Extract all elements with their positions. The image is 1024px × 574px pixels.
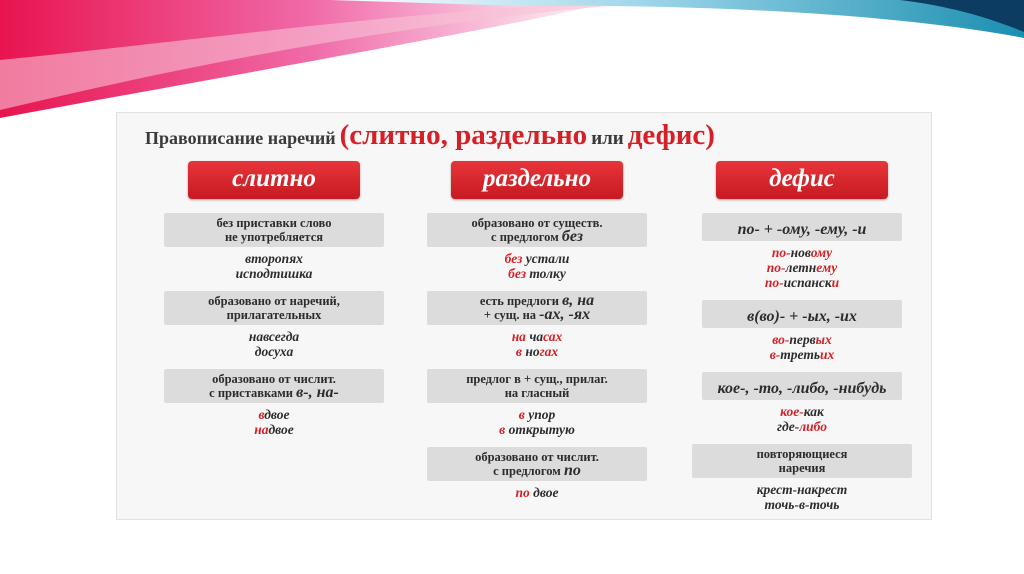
examples: крест-накрест точь-в-точь (756, 482, 848, 512)
column-defis (687, 161, 917, 512)
column-slitno (159, 161, 389, 437)
examples: без устали без толку (504, 251, 570, 281)
examples: по-новому по-летнему по-испански (764, 245, 840, 290)
rule-box: повторяющиеся наречия (692, 444, 912, 478)
rule-box: предлог в + сущ., прилаг. на гласный (427, 369, 647, 403)
rule-box: образовано от наречий, прилагательных (164, 291, 384, 325)
examples: второпях исподтишка (235, 251, 313, 281)
rule-box: образовано от существ. с предлогом без (427, 213, 647, 247)
tab-razdelno: раздельно (451, 161, 623, 199)
tab-slitno: слитно (188, 161, 360, 199)
rule-box: образовано от числит. с предлогом по (427, 447, 647, 481)
examples: на часах в ногах (511, 329, 563, 359)
rule-box: без приставки слово не употребляется (164, 213, 384, 247)
rule-box: образовано от числит. с приставками в-, на- (164, 369, 384, 403)
examples: во-первых в-третьих (769, 332, 835, 362)
page-title: Правописание наречий (слитно, раздельно или дефис) (145, 119, 715, 151)
rule-box: есть предлоги в, на + сущ. на -ах, -ях (427, 291, 647, 325)
examples: навсегда досуха (248, 329, 300, 359)
formula-box: в(во)- + -ых, -их (702, 300, 902, 328)
decorative-swoosh (0, 0, 1024, 130)
column-razdelno (422, 161, 652, 500)
examples: в упор в открытую (499, 407, 575, 437)
formula-box: кое-, -то, -либо, -нибудь (702, 372, 902, 400)
tab-defis: дефис (716, 161, 888, 199)
adverb-spelling-table (116, 112, 932, 520)
formula-box: по- + -ому, -ему, -и (702, 213, 902, 241)
examples: кое-как где-либо (777, 404, 827, 434)
examples: вдвое надвое (254, 407, 294, 437)
examples: по двое (515, 485, 559, 500)
